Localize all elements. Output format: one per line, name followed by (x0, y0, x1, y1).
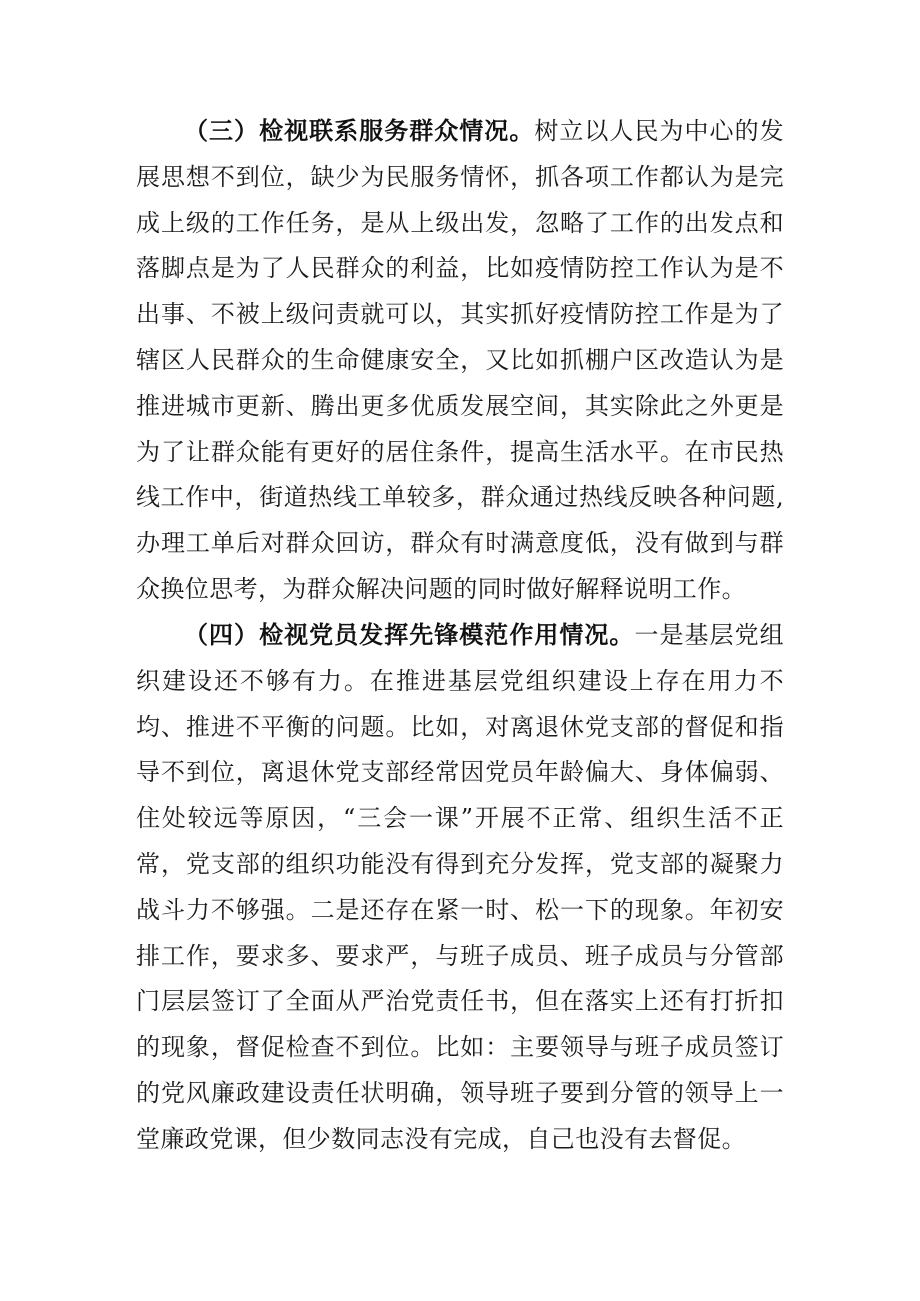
paragraph-section-3 (136, 108, 784, 613)
section-3-heading: （三）检视联系服务群众情况。 (184, 116, 535, 145)
section-4-body: 一是基层党组织建设还不够有力。在推进基层党组织建设上存在用力不均、推进不平衡的问题。比如，对离退休党支部的督促和指导不到位，离退休党支部经常因党员年龄偏大、身体偏弱、住处较远等原因，“三会一课”开展不正常、组织生活不正常，党支部的组织功能没有得到充分发挥，党支部的凝聚力战斗力不够强。二是还存在紧一时、松一下的现象。年初安排工作，要求多、要求严，与班子成员、班子成员与分管部门层层签订了全面从严治党责任书，但在落实上还有打折扣的现象，督促检查不到位。比如：主要领导与班子成员签订的党风廉政建设责任状明确，领导班子要到分管的领导上一堂廉政党课，但少数同志没有完成，自己也没有去督促。 (136, 621, 784, 1153)
section-3-body: 树立以人民为中心的发展思想不到位，缺少为民服务情怀，抓各项工作都认为是完成上级的工作任务，是从上级出发，忽略了工作的出发点和落脚点是为了人民群众的利益，比如疫情防控工作认为是不出事、不被上级问责就可以，其实抓好疫情防控工作是为了辖区人民群众的生命健康安全，又比如抓棚户区改造认为是推进城市更新、腾出更多优质发展空间，其实除此之外更是为了让群众能有更好的居住条件，提高生活水平。在市民热线工作中，街道热线工单较多，群众通过热线反映各种问题,办理工单后对群众回访，群众有时满意度低，没有做到与群众换位思考，为群众解决问题的同时做好解释说明工作。 (136, 117, 784, 603)
paragraph-section-4 (136, 612, 784, 1163)
section-4-heading: （四）检视党员发挥先锋模范作用情况。 (184, 620, 635, 649)
